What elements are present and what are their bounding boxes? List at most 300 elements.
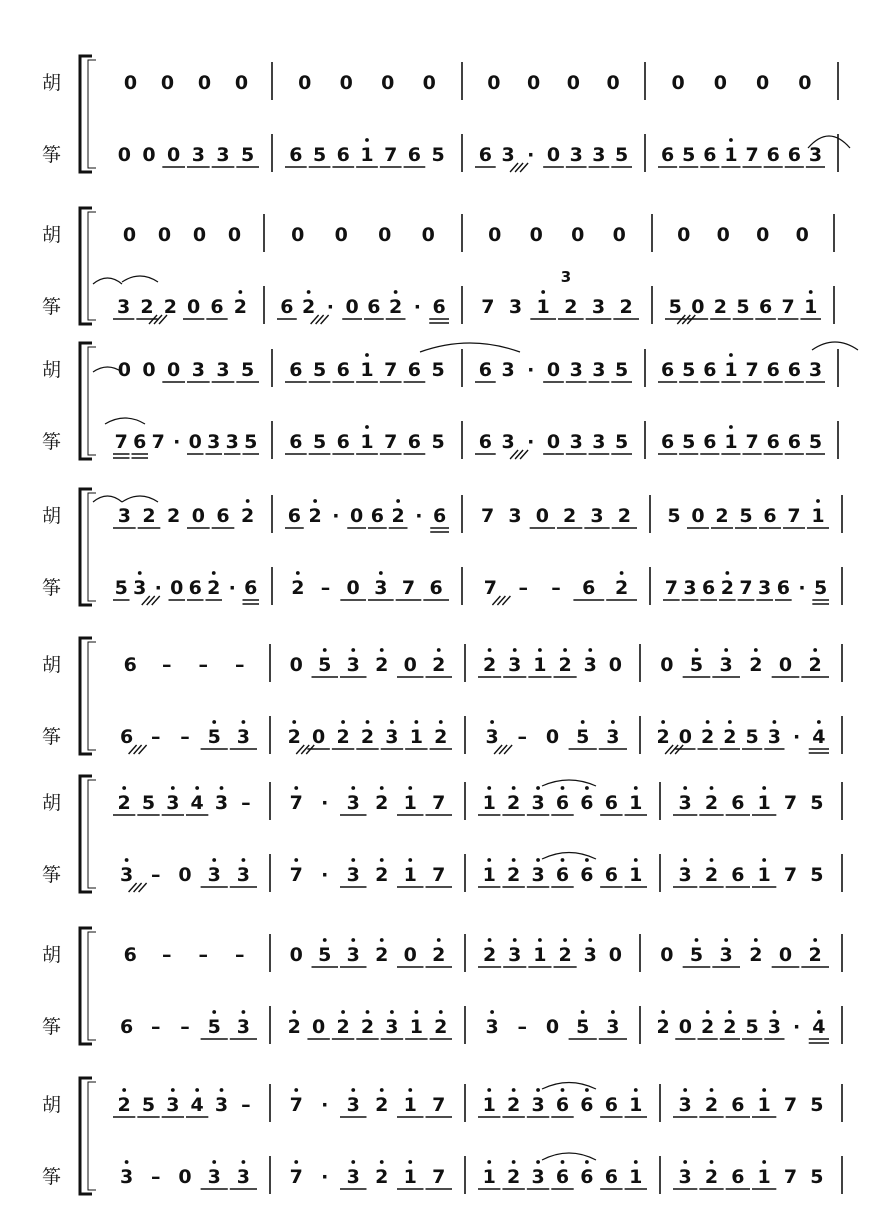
note xyxy=(785,431,804,454)
dash-sustain xyxy=(180,1016,190,1038)
note-digit: · xyxy=(321,1166,329,1188)
note xyxy=(530,224,543,246)
part-name-zheng: 筝 xyxy=(42,864,62,886)
note-digit: 2 xyxy=(302,296,316,318)
note-digit: 0 xyxy=(660,944,674,966)
note xyxy=(720,720,740,749)
note-digit: 2 xyxy=(749,944,763,966)
high-octave-dot xyxy=(171,786,175,790)
note-digit: 0 xyxy=(756,224,770,246)
note-digit: 3 xyxy=(501,144,515,166)
note xyxy=(752,786,776,815)
note xyxy=(234,290,247,318)
high-octave-dot xyxy=(408,786,412,790)
note xyxy=(759,505,781,528)
note-digit: 0 xyxy=(545,1016,560,1038)
note-digit: 6 xyxy=(370,505,384,527)
note-digit: 7 xyxy=(739,577,753,599)
note xyxy=(478,938,501,967)
note-digit: 3 xyxy=(606,1016,620,1038)
note-digit: 6 xyxy=(407,144,422,166)
note xyxy=(584,648,597,676)
note xyxy=(611,431,632,454)
high-octave-dot xyxy=(809,290,813,294)
note-digit: 2 xyxy=(207,577,221,599)
high-octave-dot xyxy=(414,720,418,724)
note xyxy=(551,1088,573,1117)
note xyxy=(742,726,762,749)
note-digit: 0 xyxy=(535,505,549,527)
note xyxy=(132,431,149,458)
note-digit: 2 xyxy=(808,654,822,676)
note xyxy=(340,72,353,94)
note-digit: 6 xyxy=(660,144,675,166)
high-octave-dot xyxy=(695,938,699,942)
system-bracket-inner xyxy=(88,932,96,1040)
high-octave-dot xyxy=(351,786,355,790)
dash-sustain xyxy=(518,1016,528,1038)
dash-sustain xyxy=(162,944,172,966)
note-digit: 6 xyxy=(703,144,717,166)
note xyxy=(743,359,762,382)
part-name-erhu: 胡 xyxy=(42,654,62,676)
part-name-zheng: 筝 xyxy=(42,726,62,748)
note xyxy=(481,296,494,318)
note-digit: 6 xyxy=(244,577,258,599)
system-bracket-inner xyxy=(88,347,96,455)
note-digit: 6 xyxy=(367,296,381,318)
high-octave-dot xyxy=(661,1010,665,1014)
high-octave-dot xyxy=(125,1160,129,1164)
high-octave-dot xyxy=(585,1160,589,1164)
part-name-zheng: 筝 xyxy=(42,1016,62,1038)
note-digit: 2 xyxy=(375,1094,389,1116)
note xyxy=(426,938,453,967)
note xyxy=(700,359,719,382)
note-digit: 6 xyxy=(763,505,777,527)
note xyxy=(557,505,582,528)
note-digit: 6 xyxy=(604,1094,618,1116)
note-digit: – xyxy=(151,864,161,886)
note-digit: 2 xyxy=(558,944,572,966)
note xyxy=(230,858,257,887)
note xyxy=(430,720,452,749)
note-digit: 2 xyxy=(507,792,521,814)
high-octave-dot xyxy=(683,786,687,790)
high-octave-dot xyxy=(813,648,817,652)
note xyxy=(432,431,445,453)
slurs xyxy=(93,136,858,1160)
note-digit: 0 xyxy=(339,72,353,94)
note xyxy=(810,792,823,814)
high-octave-dot xyxy=(581,720,585,724)
high-octave-dot xyxy=(588,938,592,942)
note xyxy=(677,224,690,246)
note-digit: 2 xyxy=(723,726,737,748)
note xyxy=(290,1088,303,1116)
note xyxy=(784,1166,797,1188)
note-digit: 0 xyxy=(677,224,691,246)
slur xyxy=(122,496,158,502)
note-digit: 7 xyxy=(745,431,759,453)
slur xyxy=(93,496,122,502)
note xyxy=(485,720,512,754)
note xyxy=(381,72,394,94)
high-octave-dot xyxy=(762,1088,766,1092)
note-digit: 7 xyxy=(483,577,498,599)
note-digit: 3 xyxy=(485,726,499,748)
note xyxy=(812,577,829,604)
note-digit: 0 xyxy=(778,654,793,676)
part-name-zheng: 筝 xyxy=(42,144,62,166)
high-octave-dot xyxy=(351,938,355,942)
note-digit: 5 xyxy=(682,431,696,453)
note xyxy=(169,577,186,600)
note-digit: 6 xyxy=(478,359,492,381)
note-digit: 5 xyxy=(739,505,753,527)
note-digit: 7 xyxy=(781,296,795,318)
high-octave-dot xyxy=(212,1010,216,1014)
note xyxy=(235,72,248,94)
dash-sustain xyxy=(518,577,528,599)
dash-sustain xyxy=(241,1094,251,1116)
high-octave-dot xyxy=(754,938,758,942)
high-octave-dot xyxy=(634,786,638,790)
augmentation-dot xyxy=(173,431,180,453)
high-octave-dot xyxy=(122,1088,126,1092)
note-digit: 3 xyxy=(531,1094,545,1116)
high-octave-dot xyxy=(706,1010,710,1014)
note-digit: 6 xyxy=(776,577,790,599)
note xyxy=(162,359,185,382)
note xyxy=(124,72,137,94)
note xyxy=(332,720,354,749)
note-digit: 3 xyxy=(236,1166,251,1188)
dash-sustain xyxy=(151,726,161,748)
note-digit: 3 xyxy=(214,792,229,814)
note xyxy=(375,786,388,814)
note-digit: 0 xyxy=(187,296,201,318)
note-digit: 0 xyxy=(117,144,131,166)
note-digit: · xyxy=(321,864,329,886)
note xyxy=(368,571,394,600)
high-octave-dot xyxy=(611,720,615,724)
note-digit: 0 xyxy=(545,726,560,748)
note-digit: 1 xyxy=(757,1094,771,1116)
note xyxy=(501,359,514,381)
note-digit: 1 xyxy=(629,792,643,814)
note-digit: 0 xyxy=(671,72,685,94)
note-digit: 5 xyxy=(318,944,332,966)
note-digit: 6 xyxy=(432,296,446,318)
note-digit: 5 xyxy=(736,296,750,318)
note xyxy=(224,431,241,454)
high-octave-dot xyxy=(487,1160,491,1164)
note-digit: 3 xyxy=(374,577,388,599)
note-digit: 3 xyxy=(678,1094,692,1116)
note xyxy=(405,1010,427,1039)
note-digit: 0 xyxy=(612,224,626,246)
note-digit: 3 xyxy=(216,359,230,381)
note xyxy=(738,577,755,600)
system-bracket xyxy=(80,776,92,892)
note xyxy=(475,359,496,382)
note-digit: 6 xyxy=(731,1094,745,1116)
high-octave-dot xyxy=(323,648,327,652)
note-digit: 3 xyxy=(531,792,545,814)
note-digit: 2 xyxy=(434,726,448,748)
note-digit: 2 xyxy=(432,654,446,676)
note-digit: 6 xyxy=(289,431,303,453)
note-digit: 1 xyxy=(629,864,643,886)
note xyxy=(775,577,792,600)
note xyxy=(600,1166,622,1189)
note-digit: 1 xyxy=(360,431,374,453)
note xyxy=(699,1088,723,1117)
note xyxy=(386,290,406,319)
note-digit: 6 xyxy=(216,505,230,527)
slur xyxy=(542,1083,596,1090)
note xyxy=(243,577,260,604)
note-digit: 1 xyxy=(403,792,417,814)
high-octave-dot xyxy=(379,571,383,575)
note-digit: 1 xyxy=(757,1166,771,1188)
note-digit: 5 xyxy=(431,359,445,381)
note xyxy=(554,648,577,677)
note-digit: 2 xyxy=(336,1016,350,1038)
note xyxy=(291,571,304,599)
note-digit: 4 xyxy=(812,726,826,748)
note xyxy=(430,505,449,532)
note-digit: 3 xyxy=(117,296,131,318)
note xyxy=(142,144,155,166)
note-digit: 5 xyxy=(810,1094,824,1116)
note xyxy=(784,1094,797,1116)
note xyxy=(667,505,680,527)
dash-sustain xyxy=(151,1166,161,1188)
note-digit: 2 xyxy=(614,577,629,599)
note-digit: 0 xyxy=(346,577,360,599)
note xyxy=(137,1094,159,1117)
note xyxy=(212,505,235,528)
note xyxy=(735,505,757,528)
high-octave-dot xyxy=(294,858,298,862)
note-digit: · xyxy=(173,431,181,453)
note xyxy=(285,431,307,454)
high-octave-dot xyxy=(365,138,369,142)
system-bracket-inner xyxy=(88,493,96,601)
note-digit: 2 xyxy=(704,864,719,886)
high-octave-dot xyxy=(729,425,733,429)
augmentation-dot xyxy=(155,577,162,599)
note xyxy=(683,648,711,677)
high-octave-dot xyxy=(561,1160,565,1164)
high-octave-dot xyxy=(585,1088,589,1092)
high-octave-dot xyxy=(380,1160,384,1164)
high-octave-dot xyxy=(380,648,384,652)
high-octave-dot xyxy=(294,1160,298,1164)
note-digit: 6 xyxy=(478,431,492,453)
note xyxy=(375,1088,388,1116)
note-digit: 7 xyxy=(745,144,759,166)
note-digit: 3 xyxy=(569,359,583,381)
note xyxy=(569,720,597,749)
high-octave-dot xyxy=(754,648,758,652)
note-digit: 6 xyxy=(289,144,303,166)
note-digit: 1 xyxy=(360,144,374,166)
note-digit: 2 xyxy=(701,1016,715,1038)
note xyxy=(120,858,147,892)
note-digit: 0 xyxy=(422,72,436,94)
note-digit: 2 xyxy=(713,296,728,318)
note-digit: 7 xyxy=(289,792,303,814)
note xyxy=(152,431,165,453)
note-digit: 6 xyxy=(766,144,780,166)
note-digit: – xyxy=(162,654,172,676)
note xyxy=(375,858,388,886)
note-digit: 2 xyxy=(142,505,156,527)
high-octave-dot xyxy=(620,571,624,575)
note xyxy=(752,1160,776,1189)
note-digit: 0 xyxy=(381,72,395,94)
note xyxy=(657,1010,670,1038)
high-octave-dot xyxy=(513,648,517,652)
high-octave-dot xyxy=(762,858,766,862)
high-octave-dot xyxy=(490,1010,494,1014)
slur xyxy=(122,276,158,282)
high-octave-dot xyxy=(439,720,443,724)
note-digit: 7 xyxy=(787,505,801,527)
note xyxy=(679,431,698,454)
note xyxy=(527,1088,549,1117)
note xyxy=(397,944,424,967)
note xyxy=(162,786,184,815)
high-octave-dot xyxy=(212,858,216,862)
note-digit: 3 xyxy=(485,1016,499,1038)
note-digit: 0 xyxy=(546,359,561,381)
note xyxy=(186,786,208,815)
note xyxy=(380,144,402,167)
note-digit: 6 xyxy=(787,144,801,166)
note-digit: 7 xyxy=(783,864,798,886)
note-digit: 0 xyxy=(142,144,156,166)
system-bracket-inner xyxy=(88,642,96,750)
note-digit: 3 xyxy=(508,654,522,676)
note-digit: 6 xyxy=(766,431,780,453)
note xyxy=(186,1088,208,1117)
note xyxy=(752,858,776,887)
note xyxy=(307,1016,329,1039)
note-digit: 0 xyxy=(178,864,192,886)
note xyxy=(432,144,445,166)
note xyxy=(164,296,177,318)
note xyxy=(429,296,449,323)
augmentation-dot xyxy=(793,726,800,748)
note-digit: 3 xyxy=(207,1166,221,1188)
note xyxy=(162,144,185,167)
note xyxy=(566,431,587,454)
part-name-erhu: 胡 xyxy=(42,505,62,527)
note xyxy=(726,792,750,815)
high-octave-dot xyxy=(220,1088,224,1092)
note xyxy=(285,505,304,528)
note-digit: 5 xyxy=(141,1094,156,1116)
note-digit: 0 xyxy=(778,944,793,966)
note xyxy=(772,944,800,967)
note-digit: 7 xyxy=(432,864,446,886)
note xyxy=(380,359,402,382)
note-digit: – xyxy=(518,577,528,599)
high-octave-dot xyxy=(710,1088,714,1092)
high-octave-dot xyxy=(195,1088,199,1092)
note-digit: 6 xyxy=(731,1166,745,1188)
note xyxy=(290,786,303,814)
note xyxy=(396,577,422,600)
high-octave-dot xyxy=(138,571,142,575)
note-digit: 0 xyxy=(488,224,502,246)
note-digit: 3 xyxy=(808,359,823,381)
note xyxy=(606,571,637,600)
note-digit: 6 xyxy=(660,431,675,453)
note xyxy=(423,72,436,94)
note-digit: 6 xyxy=(703,359,717,381)
note-digit: 0 xyxy=(345,296,359,318)
note xyxy=(332,144,354,167)
note xyxy=(426,1166,453,1189)
note xyxy=(290,858,303,886)
note-digit: – xyxy=(517,1016,528,1038)
note-digit: 6 xyxy=(336,359,350,381)
note-digit: 5 xyxy=(318,654,332,676)
note-digit: 1 xyxy=(533,654,547,676)
note xyxy=(679,144,698,167)
note xyxy=(230,1010,257,1039)
note-digit: 3 xyxy=(385,726,399,748)
note xyxy=(698,1010,718,1039)
note-digit: 0 xyxy=(117,359,131,381)
note-digit: 5 xyxy=(576,1016,590,1038)
high-octave-dot xyxy=(513,938,517,942)
high-octave-dot xyxy=(772,1010,776,1014)
note xyxy=(658,431,677,454)
note-digit: 3 xyxy=(236,864,251,886)
augmentation-dot xyxy=(321,864,328,886)
note xyxy=(375,648,388,676)
note xyxy=(332,359,354,382)
note xyxy=(613,296,639,319)
note xyxy=(809,720,829,753)
high-octave-dot xyxy=(728,720,732,724)
note xyxy=(543,359,564,382)
note xyxy=(673,1088,697,1117)
high-octave-dot xyxy=(437,648,441,652)
note-digit: 2 xyxy=(482,654,497,676)
note xyxy=(502,858,524,887)
note xyxy=(212,144,235,167)
note xyxy=(426,792,453,815)
note-digit: 5 xyxy=(689,944,704,966)
note xyxy=(335,224,348,246)
note-digit: 0 xyxy=(566,72,580,94)
note xyxy=(527,786,549,815)
note-digit: 3 xyxy=(346,792,360,814)
high-octave-dot xyxy=(817,720,821,724)
note-digit: 3 xyxy=(606,726,620,748)
high-octave-dot xyxy=(351,648,355,652)
note xyxy=(356,425,378,454)
note-digit: 6 xyxy=(407,359,422,381)
note-digit: 4 xyxy=(812,1016,826,1038)
